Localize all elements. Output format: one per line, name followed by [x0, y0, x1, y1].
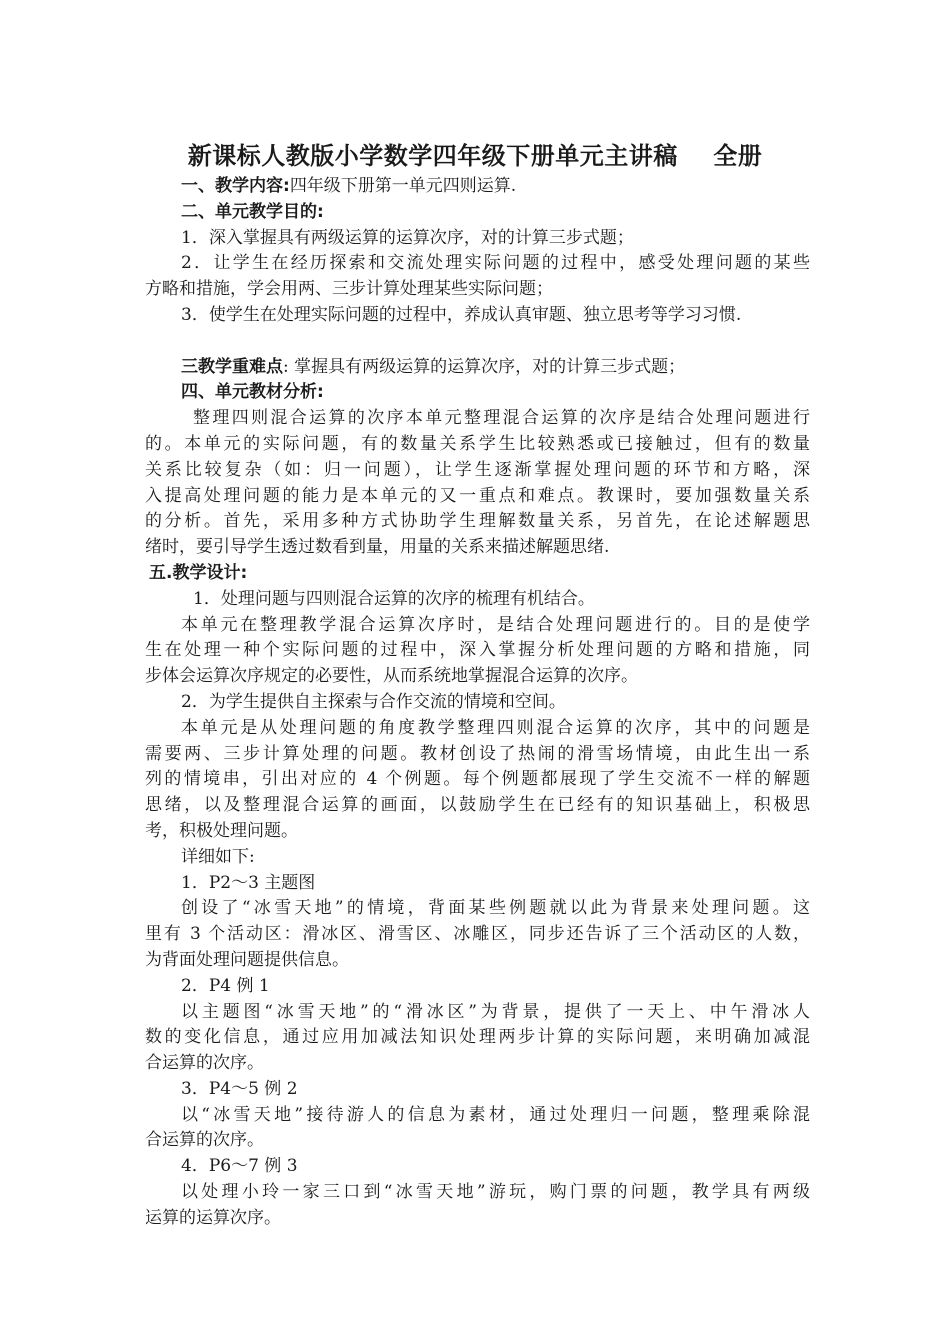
- detail-paragraph-line: 以主题图“冰雪天地”的“滑冰区”为背景，提供了一天上、中午滑冰人: [181, 1001, 810, 1022]
- blank-line: [145, 329, 810, 355]
- analysis-line: 关系比较复杂（如：归一问题），让学生逐渐掌握处理问题的环节和方略，深: [145, 459, 810, 480]
- detail-paragraph-line: 里有 3 个活动区：滑冰区、滑雪区、冰雕区，同步还告诉了三个活动区的人数，: [145, 924, 810, 945]
- section-label: 三教学重难点: [181, 356, 283, 377]
- section-label: 五.教学设计:: [149, 562, 248, 583]
- design-item-heading: 1．处理问题与四则混合运算的次序的梳理有机结合。: [193, 588, 595, 609]
- section-label: 二、单元教学目的:: [181, 201, 324, 222]
- detail-paragraph-line: 为背面处理问题提供信息。: [145, 949, 349, 970]
- design-paragraph-line: 需要两、三步计算处理的问题。教材创设了热闹的滑雪场情境，由此生出一系: [145, 743, 810, 764]
- section-text: : 掌握具有两级运算的运算次序，对的计算三步式题；: [283, 356, 686, 377]
- detail-paragraph-line: 数的变化信息，通过应用加减法知识处理两步计算的实际问题，来明确加减混: [145, 1027, 810, 1048]
- section-text: 四年级下册第一单元四则运算.: [289, 176, 517, 196]
- detail-item-heading: 1．P2～3 主题图: [181, 872, 316, 893]
- goal-line: 3．使学生在处理实际问题的过程中，养成认真审题、独立思考等学习习惯.: [181, 304, 742, 325]
- design-item-heading: 2．为学生提供自主探索与合作交流的情境和空间。: [181, 691, 566, 712]
- detail-heading: 详细如下:: [181, 846, 255, 867]
- section-label: 四、单元教材分析:: [181, 382, 324, 403]
- goal-line: 1．深入掌握具有两级运算的运算次序，对的计算三步式题；: [181, 227, 634, 248]
- design-paragraph-line: 步体会运算次序规定的必要性，从而系统地掌握混合运算的次序。: [145, 666, 638, 687]
- design-paragraph-line: 生在处理一种个实际问题的过程中，深入掌握分析处理问题的方略和措施，同: [145, 640, 810, 661]
- detail-item-heading: 3．P4～5 例 2: [181, 1078, 298, 1099]
- detail-item-heading: 4．P6～7 例 3: [181, 1156, 298, 1177]
- section-unit-goals: [145, 200, 810, 226]
- design-paragraph-line: 考，积极处理问题。: [145, 820, 298, 841]
- section-label: 一、教学内容:: [181, 176, 290, 196]
- detail-item-heading: 2．P4 例 1: [181, 975, 270, 996]
- goal-line: 方略和措施，学会用两、三步计算处理某些实际问题；: [145, 279, 553, 300]
- analysis-line: 入提高处理问题的能力是本单元的又一重点和难点。教课时，要加强数量关系: [145, 485, 810, 506]
- section-teaching-content: [145, 174, 810, 200]
- detail-paragraph-line: 合运算的次序。: [145, 1053, 264, 1074]
- document-title: 新课标人教版小学数学四年级下册单元主讲稿 全册: [187, 142, 763, 170]
- section-teaching-design: [145, 561, 810, 587]
- analysis-line: 的分析。首先，采用多种方式协助学生理解数量关系，另首先，在论述解题思: [145, 511, 810, 532]
- detail-paragraph-line: 运算的运算次序。: [145, 1207, 281, 1228]
- detail-paragraph-line: 合运算的次序。: [145, 1130, 264, 1151]
- design-paragraph-line: 本单元是从处理问题的角度教学整理四则混合运算的次序，其中的问题是: [181, 717, 810, 738]
- detail-paragraph-line: 以处理小玲一家三口到“冰雪天地”游玩，购门票的问题，教学具有两级: [181, 1182, 810, 1203]
- section-key-points: [145, 355, 810, 381]
- document-body: [145, 174, 810, 1232]
- design-paragraph-line: 列的情境串，引出对应的 4 个例题。每个例题都展现了学生交流不一样的解题: [145, 769, 810, 790]
- analysis-line: 整理四则混合运算的次序本单元整理混合运算的次序是结合处理问题进行: [193, 408, 810, 429]
- section-material-analysis: [145, 380, 810, 406]
- goal-line: 2．让学生在经历探索和交流处理实际问题的过程中，感受处理问题的某些: [181, 253, 810, 274]
- design-paragraph-line: 本单元在整理教学混合运算次序时，是结合处理问题进行的。目的是使学: [181, 614, 810, 635]
- detail-paragraph-line: 创设了“冰雪天地”的情境，背面某些例题就以此为背景来处理问题。这: [181, 898, 810, 919]
- analysis-line: 的。本单元的实际问题，有的数量关系学生比较熟悉或已接触过，但有的数量: [145, 433, 810, 454]
- analysis-line: 绪时，要引导学生透过数看到量，用量的关系来描述解题思绪.: [145, 537, 610, 558]
- design-paragraph-line: 思绪，以及整理混合运算的画面，以鼓励学生在已经有的知识基础上，积极思: [145, 795, 810, 816]
- detail-paragraph-line: 以“冰雪天地”接待游人的信息为素材，通过处理归一问题，整理乘除混: [181, 1104, 810, 1125]
